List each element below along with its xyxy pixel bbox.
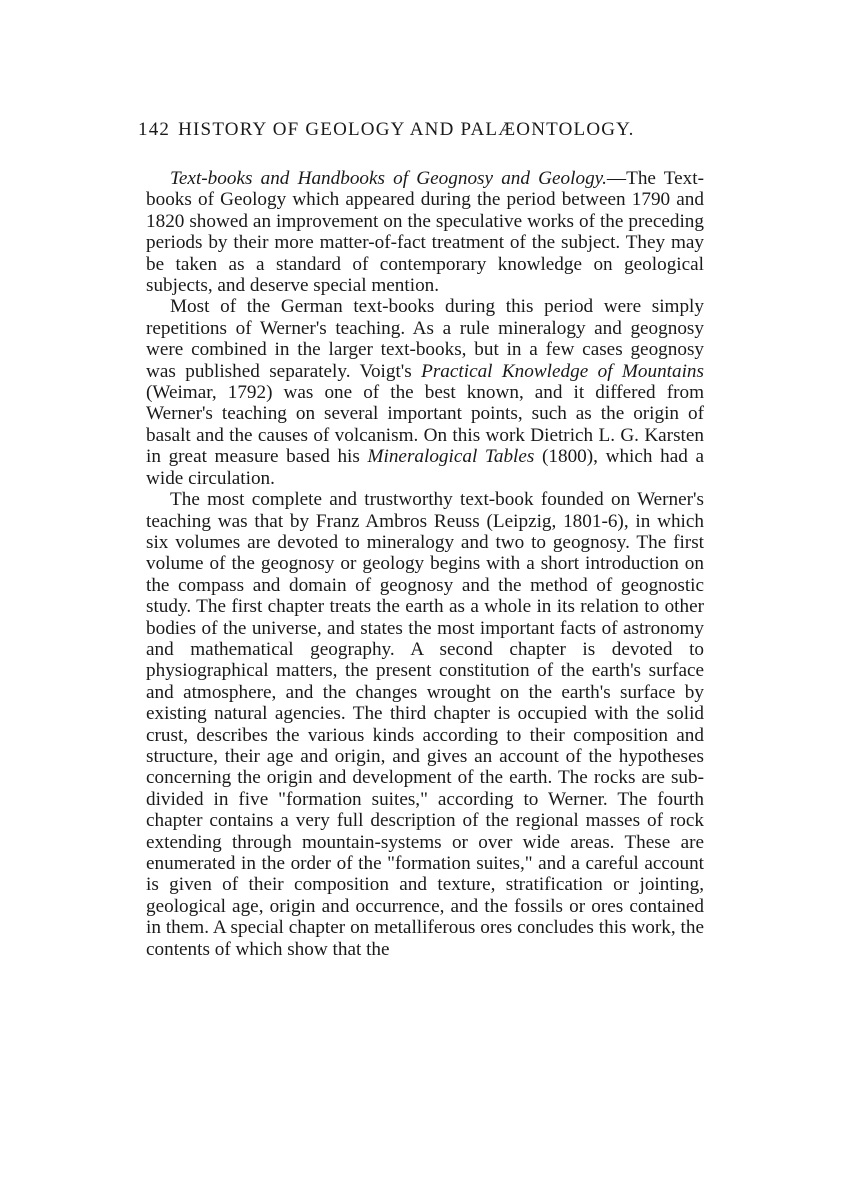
book-page — [138, 118, 705, 960]
heading-dash: — — [606, 168, 627, 189]
paragraph-text: Most of the German text-books during this period were simply repetitions of Werner's teaching. As a rule mineralogy and geognosy were combined in the larger text-books, but in a few cases geognosy was published separately. Voigt's — [146, 296, 704, 382]
book-title-mineralogical-tables: Mineralogical Tables — [367, 446, 535, 468]
paragraph-text: The most complete and trustworthy text-book founded on Werner's teaching was that by Franz Ambros Reuss (Leipzig, 1801-6), in which six volumes are devoted to mineralogy and two to geognosy. The first volume of the geognosy or geology begins with a short introduction on the compass and domain of geognosy and the method of geognostic study. The first chapter treats the earth as a whole in its relation to other bodies of the universe, and states the most important facts of astronomy and mathematical geography. A second chapter is devoted to physiographical matters, the present constitution of the earth's surface and atmosphere, and the changes wrought on the earth's surface by existing natural agencies. The third chapter is occupied with the solid crust, describes the various kinds according to their composition and structure, their age and origin, and gives an account of the hypotheses concerning the origin and development of the earth. The rocks are sub-divided in five "formation suites," according to Werner. The fourth chapter contains a very full description of the regional masses of rock extending through mountain-systems or over wide areas. These are enumerated in the order of the "formation suites," and a careful account is given of their composition and texture, stratification or jointing, geological age, origin and occurrence, and the fossils or ores contained in them. A special chapter on metalliferous ores concludes this work, the contents of which show that the — [146, 489, 704, 960]
paragraph-text: The Text-books of Geology which appeared during the period between 1790 and 1820 showed an improvement on the speculative works of the preceding periods by their more matter-of-fact treatment of the subject. They may be taken as a standard of contemporary knowledge on geological subjects, and deserve special mention. — [146, 168, 704, 297]
paragraph-text: (1800), which had a wide circulation. — [146, 446, 705, 489]
running-title: HISTORY OF GEOLOGY AND PALÆONTOLOGY. — [178, 119, 635, 140]
body-text — [146, 168, 704, 960]
paragraph-text: (Weimar, 1792) was one of the best known, and it differed from Werner's teaching on several important points, such as the origin of basalt and the causes of volcanism. On this work Dietrich L. G. Karsten in great measure based his — [146, 382, 704, 468]
paragraph-german-textbooks — [146, 296, 704, 489]
book-title-practical-knowledge: Practical Knowledge of Mountains — [421, 360, 704, 382]
paragraph-reuss-textbook — [146, 489, 704, 960]
page-number: 142 — [138, 119, 171, 140]
paragraph-textbooks — [146, 168, 704, 296]
section-heading: Text-books and Handbooks of Geognosy and Geology. — [170, 168, 607, 189]
running-head — [138, 118, 704, 142]
